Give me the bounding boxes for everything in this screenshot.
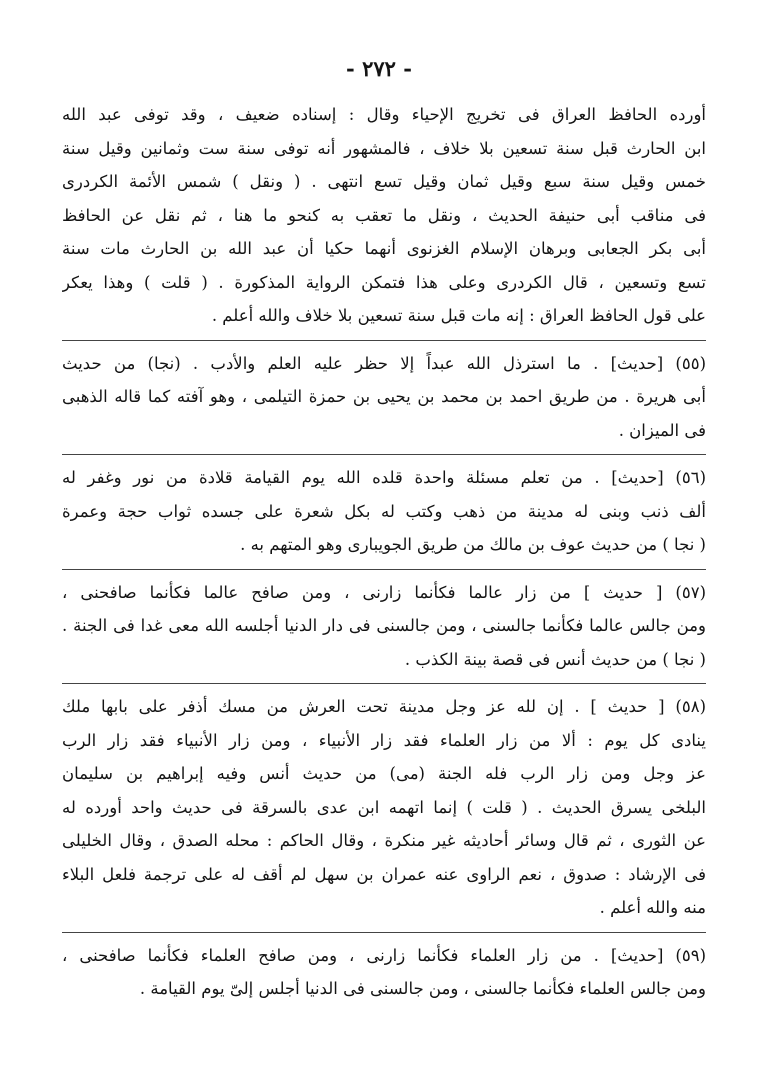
paragraph-divider (62, 569, 706, 570)
text-line: البلخى يسرق الحديث . ( قلت ) إنما اتهمه ابن عدى بالسرقة فى حديث واحد أورده له (62, 797, 706, 817)
document-body (62, 98, 706, 1006)
paragraph-divider (62, 454, 706, 455)
text-line: منه والله أعلم . (599, 898, 706, 917)
text-line: ألف ذنب وبنى له مدينة من ذهب وكتب له بكل شعرة على جسده ثواب حجة وعمرة (62, 501, 706, 521)
hadith-entry (62, 347, 706, 448)
text-line: (٥٧) [ حديث ] من زار عالما فكأنما زارنى ، ومن صافح عالما فكأنما صافحنى ، (62, 582, 706, 602)
text-line: ( نجا ) من حديث عوف بن مالك من طريق الجويبارى وهو المتهم به . (240, 535, 706, 554)
text-line: فى الإرشاد : صدوق ، نعم الراوى عنه عمران بن سهل لم أقف له على ترجمة فلعل البلاء (62, 864, 706, 884)
text-line: أورده الحافظ العراق فى تخريج الإحياء وقال : إسناده ضعيف ، وقد توفى عبد الله (62, 105, 706, 124)
text-line: (٥٦) [حديث] . من تعلم مسئلة واحدة قلده الله يوم القيامة قلادة من نور وغفر له (62, 468, 706, 487)
hadith-entry (62, 461, 706, 562)
text-line: عز وجل ومن زار الرب فله الجنة (مى) من حديث أنس وفيه إبراهيم بن سليمان (62, 764, 706, 783)
text-line: (٥٩) [حديث] . من زار العلماء فكأنما زارنى ، ومن صافح العلماء فكأنما صافحنى ، (62, 945, 706, 965)
paragraph-divider (62, 683, 706, 684)
text-line: خمس وقيل سنة سبع وقيل ثمان وقيل تسع انتهى . ( ونقل ) شمس الأئمة الكردرى (62, 172, 706, 191)
text-line: على قول الحافظ العراق : إنه مات قبل سنة تسعين بلا خلاف والله أعلم . (211, 306, 706, 325)
text-line: تسع وتسعين ، قال الكردرى وعلى هذا فتمكن الرواية المذكورة . ( قلت ) وهذا يعكر (62, 272, 706, 292)
hadith-entry (62, 690, 706, 925)
text-line: فى الميزان . (618, 420, 706, 440)
text-line: (٥٨) [ حديث ] . إن لله عز وجل مدينة تحت العرش من مسك أذفر على بابها ملك (62, 697, 706, 716)
text-line: ومن جالس عالما فكأنما جالسنى ، ومن جالسنى فى دار الدنيا أجلسه الله معى غدا فى الجنة . (62, 616, 706, 635)
hadith-entry (62, 939, 706, 1006)
text-line: فى مناقب أبى حنيفة الحديث ، ونقل ما تعقب به كنحو ما هنا ، ثم نقل عن الحافظ (62, 205, 706, 225)
text-line: ومن جالس العلماء فكأنما جالسنى ، ومن جالسنى فى الدنيا أجلس إلىّ يوم القيامة . (139, 979, 706, 998)
page-number: - ٢٧٢ - (346, 56, 412, 81)
commentary-paragraph (62, 98, 706, 333)
paragraph-divider (62, 340, 706, 341)
text-line: (٥٥) [حديث] . ما استرذل الله عبداً إلا حظر عليه العلم والأدب . (نجا) من حديث (62, 353, 706, 373)
text-line: ( نجا ) من حديث أنس فى قصة بينة الكذب . (404, 649, 706, 669)
text-line: أبى هريرة . من طريق احمد بن محمد بن يحيى بن حمزة التيلمى ، وهو آفته كما قاله الذهبى (62, 387, 706, 406)
text-line: عن الثورى ، ثم قال وسائر أحاديثه غير منكرة ، وقال الحاكم : محله الصدق ، وقال الخليلى (62, 831, 706, 850)
text-line: ابن الحارث قبل سنة تسعين بلا خلاف ، فالمشهور أنه توفى سنة ست وثمانين وقيل سنة (62, 138, 706, 158)
text-line: ينادى كل يوم : ألا من زار العلماء فقد زار الأنبياء ، ومن زار الأنبياء فقد زار الرب (62, 730, 706, 750)
text-line: أبى بكر الجعابى وبرهان الإسلام الغزنوى أنهما حكيا أن عبد الله بن الحارث مات سنة (62, 239, 706, 258)
hadith-entry (62, 576, 706, 677)
paragraph-divider (62, 932, 706, 933)
